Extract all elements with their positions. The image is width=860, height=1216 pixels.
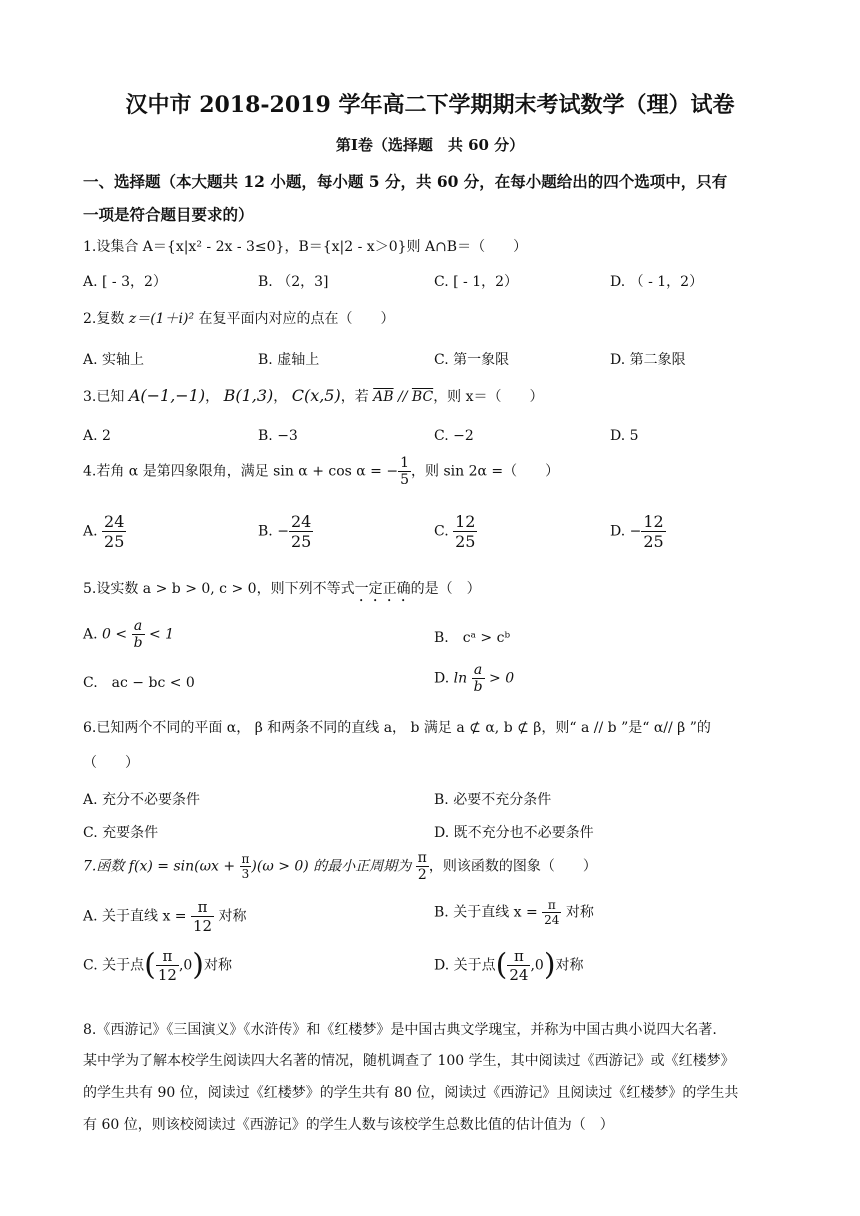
q4-option-b: [258, 512, 313, 551]
q5-option-d-den: b: [473, 679, 483, 695]
q5-option-a-num: a: [133, 618, 143, 634]
q4-option-d-label: D.: [610, 523, 626, 540]
q7-pre: 7.函数 f(x) = sin(ωx +: [83, 858, 236, 875]
q7-option-d-den: 24: [509, 966, 529, 984]
q4-option-d-den: 25: [643, 532, 664, 551]
q7-option-a-post: 对称: [218, 908, 247, 925]
q7-option-d-pre: D. 关于点: [434, 957, 496, 974]
q7-option-a: [83, 898, 247, 935]
q2-post: 在复平面内对应的点在（ ）: [194, 311, 395, 327]
q1-option-c: C. [ - 1，2）: [434, 274, 519, 290]
q1-option-a: A. [ - 3，2）: [83, 274, 167, 290]
q3-parallel: //: [393, 389, 412, 405]
q5-option-b: B. cᵃ > cᵇ: [434, 630, 511, 646]
q4-option-c-label: C.: [434, 523, 449, 540]
question-8-line4: 有 60 位，则该校阅读过《西游记》的学生人数与该校学生总数比值的估计值为（ ）: [83, 1117, 614, 1133]
q3-option-b: B. −3: [258, 428, 298, 444]
q4-option-b-den: 25: [290, 532, 312, 551]
q3-option-c: C. −2: [434, 428, 474, 444]
q3-vector-ab: $\overline{AB}$: [373, 389, 394, 405]
q3-vector-bc: $\overline{BC}$: [411, 389, 434, 405]
q4-option-c: [434, 512, 477, 551]
q2-option-c: C. 第一象限: [434, 352, 510, 368]
q7-option-c: C. 关于点( $\frac{\pi}{12}$ ,0)对称: [83, 947, 233, 984]
q4-option-a-num: 24: [104, 512, 125, 531]
q7-option-c-tail: ,0: [178, 957, 193, 974]
q5-option-a-den: b: [133, 635, 143, 651]
q4-option-d: [610, 512, 666, 551]
q7-frac2-den: 2: [416, 866, 429, 883]
q7-option-d-tail: ,0: [530, 957, 544, 974]
question-6-stem-line1: 6.已知两个不同的平面 α， β 和两条不同的直线 a， b 满足 a ⊄ α, b ⊄ β，则“ a // b ”是“ α// β ”的: [83, 720, 711, 736]
q4-option-d-sign: −: [629, 523, 642, 540]
q5-option-d-pre: ln: [453, 670, 468, 687]
question-2-stem: [83, 308, 395, 328]
q7-option-c-den: 12: [157, 966, 177, 984]
q5-option-d-label: D.: [434, 670, 450, 687]
q7-option-d-post: 对称: [555, 957, 584, 974]
q5-option-a-post: < 1: [148, 626, 175, 643]
question-6-stem-line2: （ ）: [83, 755, 139, 771]
q2-expression: z＝(1＋i)²: [128, 311, 195, 327]
q7-option-c-post: 对称: [204, 957, 233, 974]
q1-option-d: D. （ - 1，2）: [610, 274, 704, 290]
q4-post: ，则 sin 2α =（ ）: [411, 463, 560, 480]
q6-option-b: B. 必要不充分条件: [434, 792, 552, 808]
q4-option-b-label: B.: [258, 523, 273, 540]
question-1-stem: 1.设集合 A＝{x|x² - 2x - 3≤0}，B＝{x|2 - x＞0}则 A∩B＝（ ）: [83, 239, 528, 255]
section-heading-line1: 一、选择题（本大题共 12 小题，每小题 5 分，共 60 分，在每小题给出的四个选项中，只有: [83, 172, 728, 191]
q7-frac1-num: π: [241, 852, 250, 866]
q2-option-a: A. 实轴上: [83, 352, 145, 368]
q3-option-d: D. 5: [610, 428, 639, 444]
q2-option-b: B. 虚轴上: [258, 352, 320, 368]
q3-pre: 3.已知: [83, 389, 129, 405]
q7-frac1-den: 3: [240, 866, 252, 881]
q3-point-a: A(−1,−1): [128, 386, 206, 405]
part-heading: 第Ⅰ卷（选择题 共 60 分）: [335, 136, 525, 154]
q5-option-a-label: A.: [83, 626, 98, 643]
q4-option-b-num: 24: [290, 512, 312, 531]
q5-option-d: [434, 662, 514, 695]
q7-option-a-num: π: [197, 898, 208, 916]
q5-option-d-num: a: [473, 662, 483, 678]
q4-frac-num: 1: [400, 455, 410, 471]
q4-option-a: [83, 512, 126, 551]
q4-option-c-num: 12: [455, 512, 476, 531]
q7-option-b-post: 对称: [565, 904, 594, 921]
q7-option-b-den: 24: [544, 913, 560, 927]
q4-option-b-sign: −: [277, 523, 289, 540]
q2-pre: 2.复数: [83, 311, 129, 327]
q3-option-a: A. 2: [83, 428, 111, 444]
q3-post: ，则 x＝（ ）: [433, 389, 544, 405]
q7-option-a-pre: A. 关于直线 x =: [83, 908, 187, 925]
q4-option-c-den: 25: [455, 532, 476, 551]
q7-post: ，则该函数的图象（ ）: [428, 858, 597, 875]
q4-option-a-label: A.: [83, 523, 98, 540]
q7-option-b: [434, 898, 594, 927]
q7-option-b-pre: B. 关于直线 x =: [434, 904, 538, 921]
q7-option-d: D. 关于点( $\frac{\pi}{24}$ ,0)对称: [434, 947, 584, 984]
q5-pre: 5.设实数 a > b > 0, c > 0，则下列不等式: [83, 581, 355, 597]
q3-point-b: B(1,3): [223, 386, 274, 405]
q5-post: 的是（ ）: [410, 581, 481, 597]
q7-option-c-pre: C. 关于点: [83, 957, 145, 974]
q4-pre: 4.若角 α 是第四象限角，满足 sin α + cos α = −: [83, 463, 399, 480]
q4-option-d-num: 12: [643, 512, 664, 531]
q7-option-d-num: π: [513, 947, 524, 965]
q6-option-c: C. 充要条件: [83, 825, 159, 841]
q3-point-c: C(x,5): [291, 386, 341, 405]
q5-option-d-post: > 0: [489, 670, 515, 687]
question-3-stem: 3.已知 A(−1,−1)， B(1,3)， C(x,5)，若 $\overline{AB} // \overline{BC}$，则 x＝（ ）: [83, 386, 544, 405]
q7-option-c-num: π: [162, 947, 173, 965]
q7-mid: )(ω > 0) 的最小正周期为: [251, 858, 412, 875]
page-title: 汉中市 2018-2019 学年高二下学期期末考试数学（理）试卷: [125, 92, 735, 118]
q7-option-b-num: π: [547, 898, 556, 912]
question-5-stem: [83, 578, 481, 605]
q7-option-a-den: 12: [193, 917, 213, 935]
q3-mid: ，若: [340, 389, 374, 405]
q6-option-d: D. 既不充分也不必要条件: [434, 825, 594, 841]
q4-frac-den: 5: [400, 472, 410, 488]
section-heading-line2: 一项是符合题目要求的）: [83, 205, 254, 224]
question-8-line1: 8.《西游记》《三国演义》《水浒传》和《红楼梦》是中国古典文学瑰宝，并称为中国古典小说四大名著.: [83, 1022, 717, 1038]
question-8-line3: 的学生共有 90 位，阅读过《红楼梦》的学生共有 80 位，阅读过《西游记》且阅读过《红楼梦》的学生共: [83, 1085, 739, 1101]
question-4-stem: [83, 455, 559, 488]
q5-emphasis: 一定正确: [354, 581, 411, 597]
q2-option-d: D. 第二象限: [610, 352, 686, 368]
question-8-line2: 某中学为了解本校学生阅读四大名著的情况，随机调查了 100 学生，其中阅读过《西游记》或《红楼梦》: [83, 1053, 735, 1069]
question-7-stem: [83, 850, 597, 883]
q1-option-b: B. （2，3]: [258, 274, 329, 290]
q6-option-a: A. 充分不必要条件: [83, 792, 201, 808]
q5-option-a: [83, 618, 174, 651]
q5-option-a-pre: 0 <: [102, 626, 128, 643]
q5-option-c: C. ac − bc < 0: [83, 675, 195, 691]
q7-frac2-num: π: [417, 850, 427, 866]
q4-option-a-den: 25: [104, 532, 125, 551]
